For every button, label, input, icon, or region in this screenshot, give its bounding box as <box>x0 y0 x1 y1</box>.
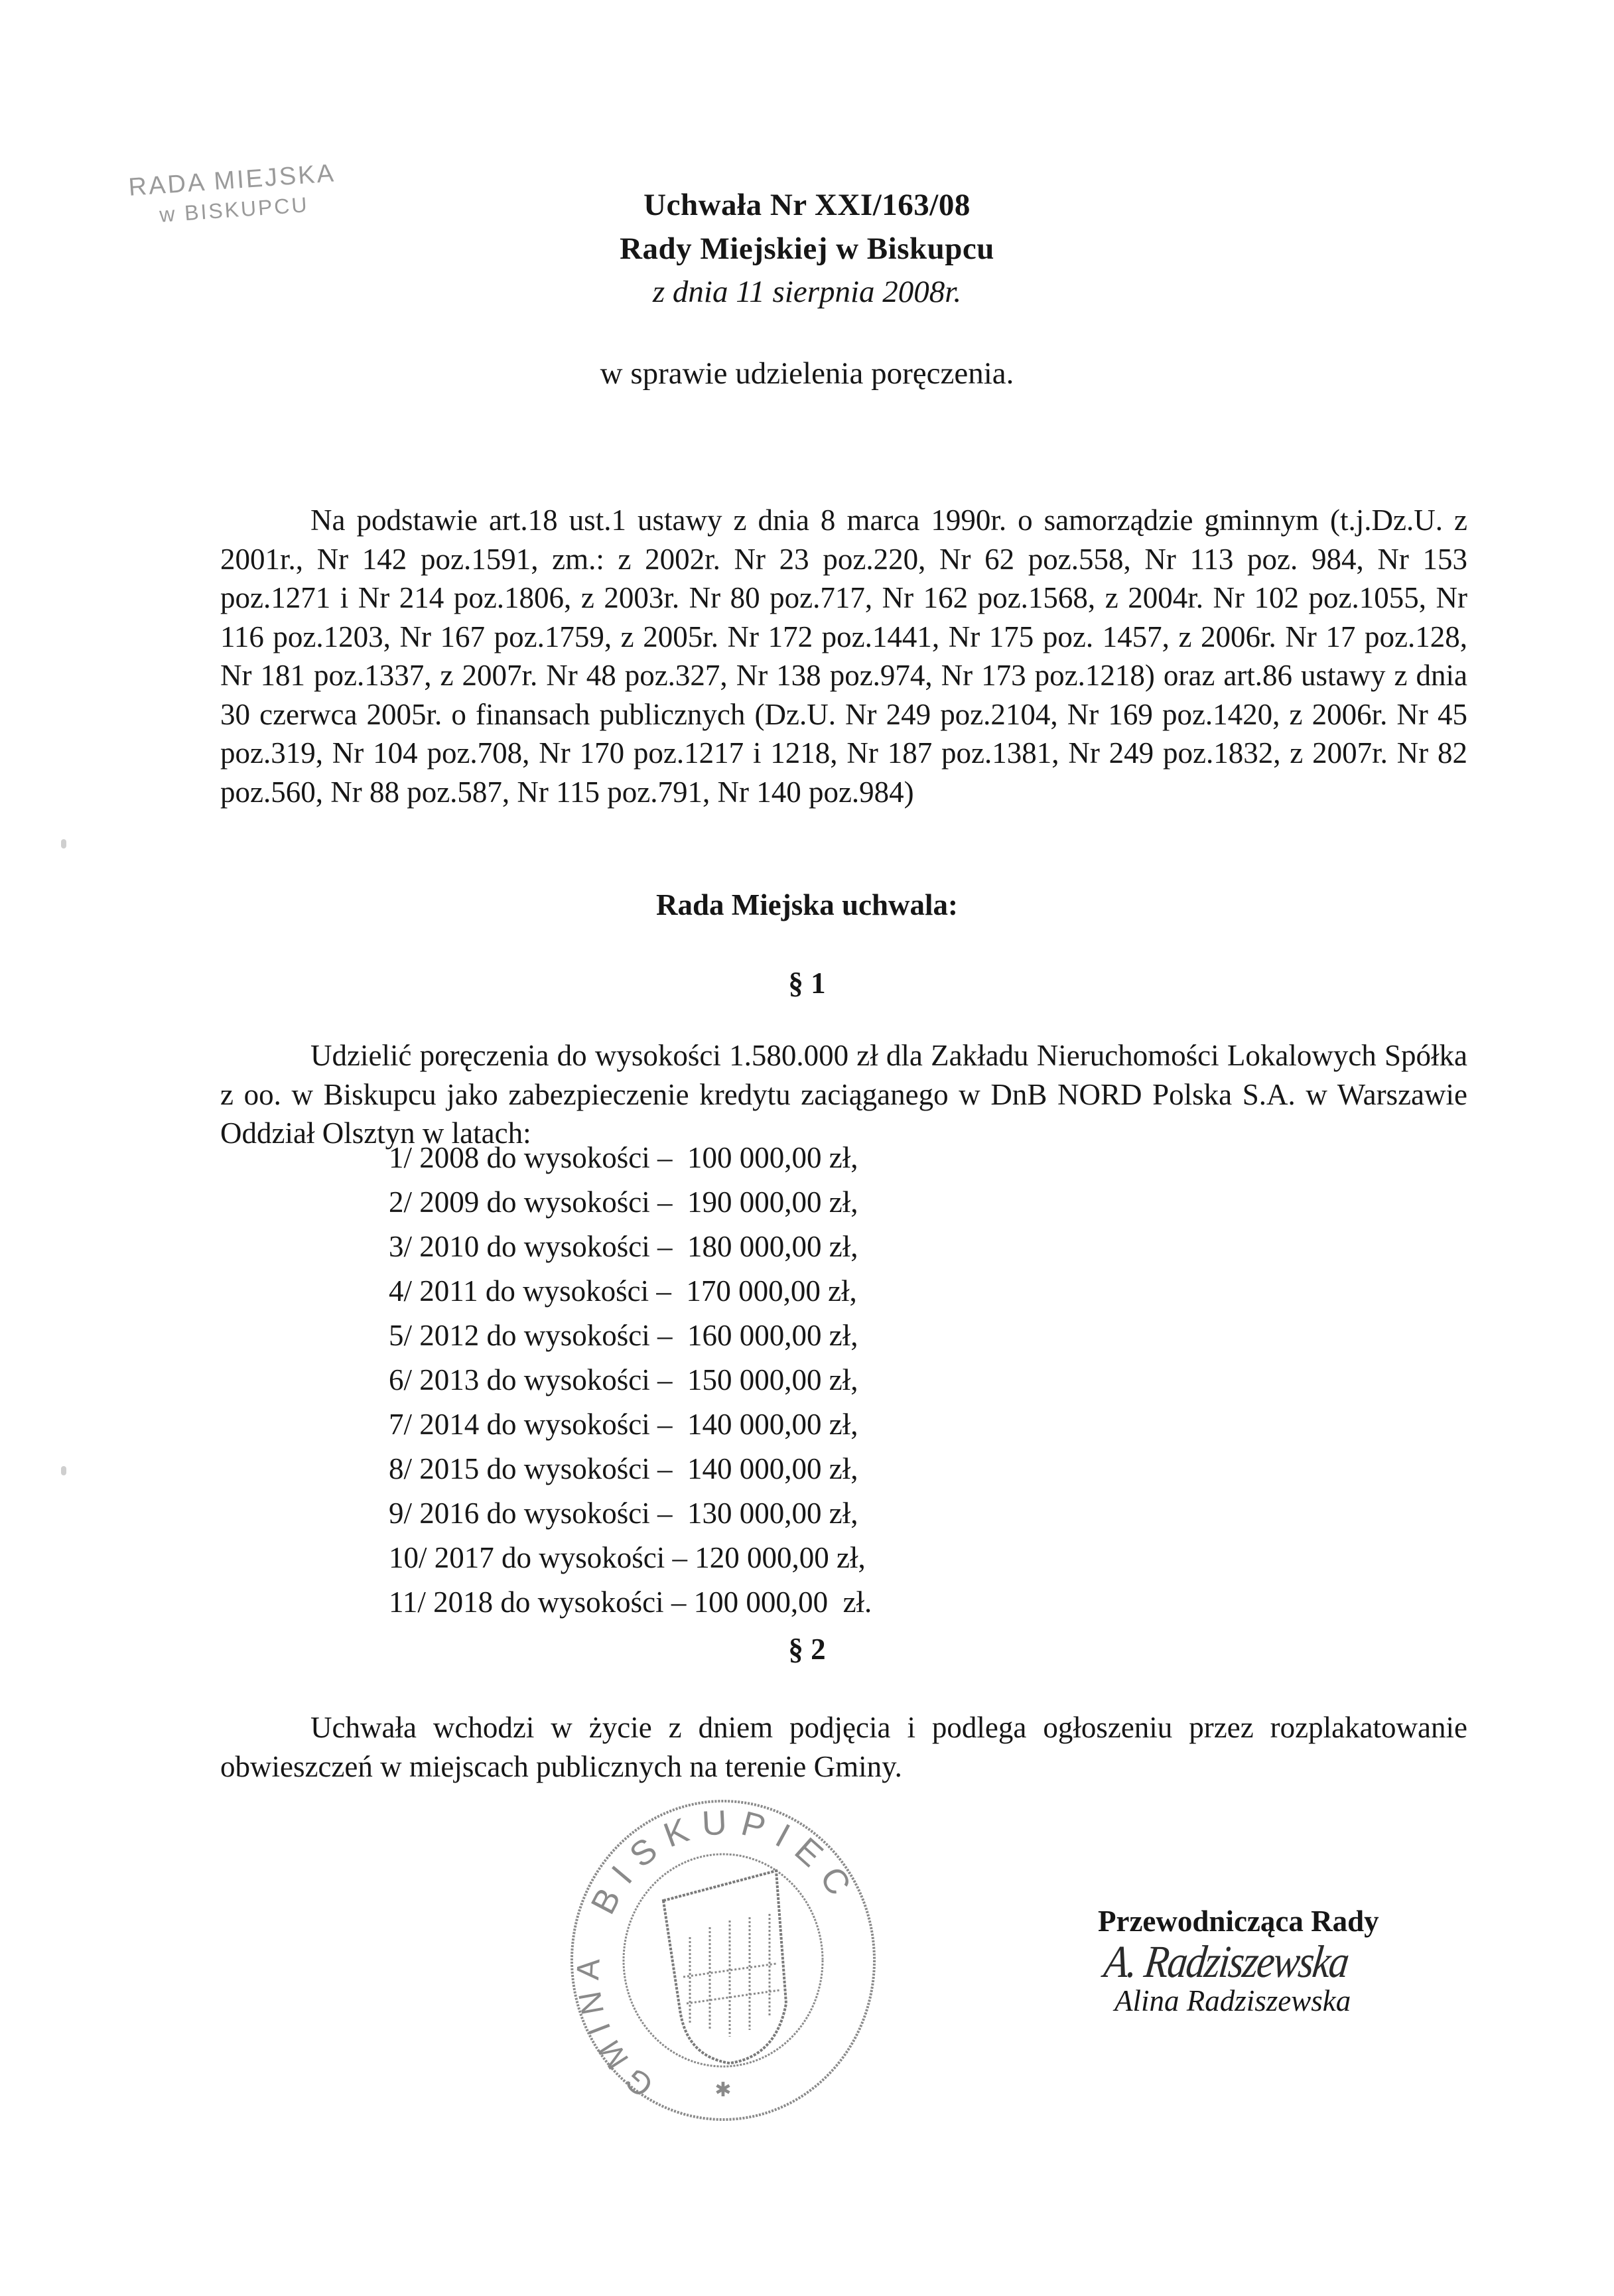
signatory-title: Przewodnicząca Rady <box>1098 1905 1379 1938</box>
schedule-item: 7/ 2014 do wysokości – 140 000,00 zł, <box>389 1408 858 1441</box>
seal-castle-icon <box>683 1914 779 2037</box>
schedule-item: 6/ 2013 do wysokości – 150 000,00 zł, <box>389 1363 858 1396</box>
guarantee-schedule <box>389 1136 872 1625</box>
seal-top-text: BISKUPIEC <box>584 1802 864 1921</box>
schedule-item: 4/ 2011 do wysokości – 170 000,00 zł, <box>389 1274 857 1308</box>
schedule-item: 10/ 2017 do wysokości – 120 000,00 zł, <box>389 1541 866 1574</box>
seal-star-icon: ✱ <box>714 2079 732 2101</box>
seal-left-text: GMINA <box>571 1948 661 2104</box>
schedule-item: 2/ 2009 do wysokości – 190 000,00 zł, <box>389 1185 858 1219</box>
scan-speck <box>61 839 66 848</box>
schedule-item: 1/ 2008 do wysokości – 100 000,00 zł, <box>389 1141 858 1174</box>
resolution-subject: w sprawie udzielenia poręczenia. <box>600 356 1014 391</box>
seal-shield-icon <box>663 1871 786 2063</box>
handwritten-signature: A. Radziszewska <box>1101 1936 1351 1988</box>
section-1-heading: § 1 <box>788 967 826 1000</box>
stamp-line-2: w BISKUPCU <box>159 192 310 227</box>
resolution-date: z dnia 11 sierpnia 2008r. <box>652 275 962 309</box>
resolution-issuer: Rady Miejskiej w Biskupcu <box>620 232 994 266</box>
section-2-body <box>220 1708 1467 1786</box>
preamble <box>220 501 1467 811</box>
section-2-text: Uchwała wchodzi w życie z dniem podjęcia i podlega ogłoszeniu przez rozplakatowanie obwieszczeń w miejscach publicznych na terenie Gminy. <box>220 1711 1467 1783</box>
schedule-item: 5/ 2012 do wysokości – 160 000,00 zł, <box>389 1319 858 1352</box>
schedule-item: 11/ 2018 do wysokości – 100 000,00 zł. <box>389 1586 872 1619</box>
preamble-text: Na podstawie art.18 ust.1 ustawy z dnia 8 marca 1990r. o samorządzie gminnym (t.j.Dz.U. z 2001r., Nr 142 poz.1591, zm.: z 2002r. Nr 23 poz.220, Nr 62 poz.558, Nr 113 poz. 984, Nr 153 poz.1271 i Nr 214 poz.1806, z 2003r. Nr 80 poz.717, Nr 162 poz.1568, z 2004r. Nr 102 poz.1055, Nr 116 poz.1203, Nr 167 poz.1759, z 2005r. Nr 172 poz.1441, Nr 175 poz. 1457, z 2006r. Nr 17 poz.128, Nr 181 poz.1337, z 2007r. Nr 48 poz.327, Nr 138 poz.974, Nr 173 poz.1218) oraz art.86 ustawy z dnia 30 czerwca 2005r. o finansach publicznych (Dz.U. Nr 249 poz.2104, Nr 169 poz.1420, z 2006r. Nr 45 poz.319, Nr 104 poz.708, Nr 170 poz.1217 i 1218, Nr 187 poz.1381, Nr 249 poz.1832, z 2007r. Nr 82 poz.560, Nr 88 poz.587, Nr 115 poz.791, Nr 140 poz.984) <box>220 504 1467 809</box>
section-1-text: Udzielić poręczenia do wysokości 1.580.000 zł dla Zakładu Nieruchomości Lokalowych Spółka z oo. w Biskupcu jako zabezpieczenie kredytu zaciąganego w DnB NORD Polska S.A. w Warszawie Oddział Olsztyn w latach: <box>220 1039 1467 1150</box>
resolves-heading: Rada Miejska uchwala: <box>655 888 958 921</box>
resolution-title: Uchwała Nr XXI/163/08 <box>643 188 971 222</box>
schedule-item: 3/ 2010 do wysokości – 180 000,00 zł, <box>389 1230 858 1263</box>
stamp-line-1: RADA MIEJSKA <box>127 159 337 202</box>
schedule-item: 8/ 2015 do wysokości – 140 000,00 zł, <box>389 1452 858 1485</box>
municipal-seal <box>557 1785 889 2129</box>
section-2-heading: § 2 <box>788 1633 826 1666</box>
schedule-item: 9/ 2016 do wysokości – 130 000,00 zł, <box>389 1497 858 1530</box>
signatory-name: Alina Radziszewska <box>1114 1984 1351 2017</box>
scan-speck <box>61 1466 66 1475</box>
